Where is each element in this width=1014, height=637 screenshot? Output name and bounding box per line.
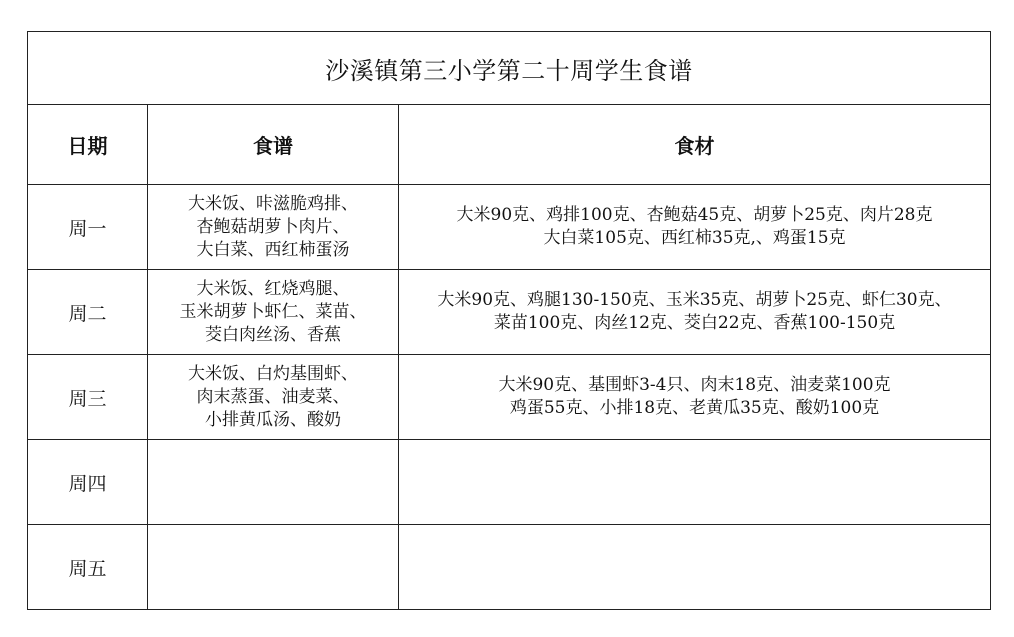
table-row-wednesday	[28, 355, 991, 440]
ingredients-cell	[399, 440, 991, 525]
ingredients-cell	[399, 525, 991, 610]
header-date: 日期	[28, 105, 148, 185]
ingredients-line: 大米90克、基围虾3-4只、肉末18克、油麦菜100克	[498, 375, 891, 395]
menu-line: 茭白肉丝汤、香蕉	[205, 324, 341, 345]
ingredients-line: 菜苗100克、肉丝12克、茭白22克、香蕉100-150克	[493, 313, 896, 333]
table-row-tuesday	[28, 270, 991, 355]
menu-line: 肉末蒸蛋、油麦菜、	[196, 386, 350, 407]
menu-line: 玉米胡萝卜虾仁、菜苗、	[179, 301, 367, 322]
ingredients-cell	[399, 185, 991, 270]
menu-sheet	[27, 31, 990, 609]
header-ingredients: 食材	[399, 105, 991, 185]
ingredients-cell	[399, 355, 991, 440]
menu-cell	[148, 270, 399, 355]
day-cell: 周二	[28, 270, 148, 355]
menu-table	[27, 31, 991, 610]
table-row-thursday	[28, 440, 991, 525]
menu-line: 大米饭、咔滋脆鸡排、	[188, 193, 358, 214]
menu-title: 沙溪镇第三小学第二十周学生食谱	[28, 32, 991, 105]
day-cell: 周一	[28, 185, 148, 270]
ingredients-cell	[399, 270, 991, 355]
menu-line: 大米饭、白灼基围虾、	[188, 363, 358, 384]
table-row-monday	[28, 185, 991, 270]
ingredients-line: 大白菜105克、西红柿35克,、鸡蛋15克	[543, 228, 846, 248]
menu-line: 大米饭、红烧鸡腿、	[196, 278, 350, 299]
menu-cell	[148, 525, 399, 610]
menu-cell	[148, 355, 399, 440]
day-cell: 周五	[28, 525, 148, 610]
header-menu: 食谱	[148, 105, 399, 185]
ingredients-line: 大米90克、鸡排100克、杏鲍菇45克、胡萝卜25克、肉片28克	[456, 205, 933, 225]
menu-line: 小排黄瓜汤、酸奶	[205, 409, 341, 430]
day-cell: 周四	[28, 440, 148, 525]
menu-cell	[148, 440, 399, 525]
header-row	[28, 105, 991, 185]
menu-cell	[148, 185, 399, 270]
menu-line: 杏鲍菇胡萝卜肉片、	[196, 216, 350, 237]
ingredients-line: 大米90克、鸡腿130-150克、玉米35克、胡萝卜25克、虾仁30克、	[437, 290, 952, 310]
ingredients-line: 鸡蛋55克、小排18克、老黄瓜35克、酸奶100克	[509, 398, 880, 418]
menu-line: 大白菜、西红柿蛋汤	[196, 239, 350, 260]
title-row	[28, 32, 991, 105]
table-row-friday	[28, 525, 991, 610]
day-cell: 周三	[28, 355, 148, 440]
